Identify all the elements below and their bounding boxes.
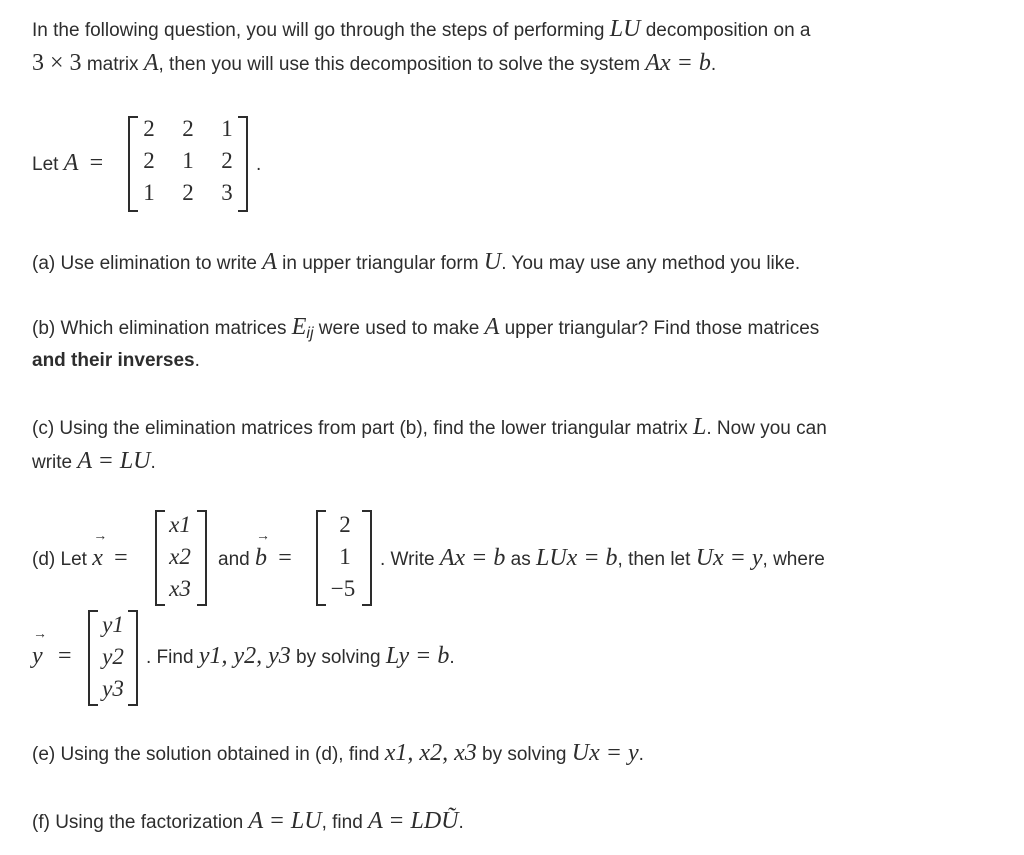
matrix-cell: 3 <box>221 180 233 205</box>
matrix-A <box>128 116 248 212</box>
math-A: A <box>143 50 159 76</box>
part-d-find-y: . Find y1, y2, y3 by solving Ly = b. <box>146 643 455 669</box>
part-d-y-label: y → = <box>32 627 72 669</box>
vector-b-entry: −5 <box>330 576 356 601</box>
vector-x-entry: x3 <box>169 576 191 601</box>
intro-line-1: In the following question, you will go through the steps of performing LU decomposition on a <box>32 16 811 42</box>
matrix-cell: 2 <box>221 148 233 173</box>
part-d-and-b: and b → = <box>218 529 292 571</box>
part-c-line-2: write A = LU. <box>32 448 156 474</box>
math-Ax: Ax <box>645 50 671 76</box>
part-b-line-2: and their inverses. <box>32 350 200 371</box>
math-3x3: 3 × 3 <box>32 50 82 76</box>
part-a: (a) Use elimination to write A in upper triangular form U. You may use any method you like. <box>32 249 801 275</box>
vector-y <box>88 610 138 706</box>
matrix-cell: 2 <box>182 180 194 205</box>
vector-y-entry: y3 <box>102 676 124 701</box>
part-d-let-x: (d) Let x → = <box>32 529 128 571</box>
part-e: (e) Using the solution obtained in (d), find x1, x2, x3 by solving Ux = y. <box>32 740 644 766</box>
matrix-cell: 1 <box>182 148 194 173</box>
part-c-line-1: (c) Using the elimination matrices from part (b), find the lower triangular matrix L. Now you can <box>32 414 827 440</box>
vector-b <box>316 510 372 606</box>
matrix-A-period: . <box>256 154 262 175</box>
vector-y-entry: y2 <box>102 644 124 669</box>
vector-y-entry: y1 <box>102 612 124 637</box>
matrix-cell: 2 <box>143 116 155 141</box>
part-d-write: . Write Ax = b as LUx = b, then let Ux = y, where <box>380 545 825 571</box>
vector-b-entry: 1 <box>339 544 351 569</box>
vector-x-entry: x2 <box>169 544 191 569</box>
intro-line-2: 3 × 3 matrix A, then you will use this decomposition to solve the system Ax = b. <box>32 50 717 76</box>
let-A-label: Let A = <box>32 150 104 176</box>
vector-b-entry: 2 <box>339 512 351 537</box>
vector-x-entry: x1 <box>169 512 191 537</box>
vector-x <box>155 510 207 606</box>
matrix-cell: 1 <box>221 116 233 141</box>
matrix-cell: 1 <box>143 180 155 205</box>
part-f: (f) Using the factorization A = LU, find A = LDŨ. <box>32 808 464 834</box>
matrix-cell: 2 <box>143 148 155 173</box>
math-eq-b: = b <box>670 50 711 76</box>
part-b-line-1: (b) Which elimination matrices $E_{ij}$ were used to make A upper triangular? Find those matrices <box>32 314 820 342</box>
matrix-cell: 2 <box>182 116 194 141</box>
math-lu: LU <box>609 16 641 42</box>
